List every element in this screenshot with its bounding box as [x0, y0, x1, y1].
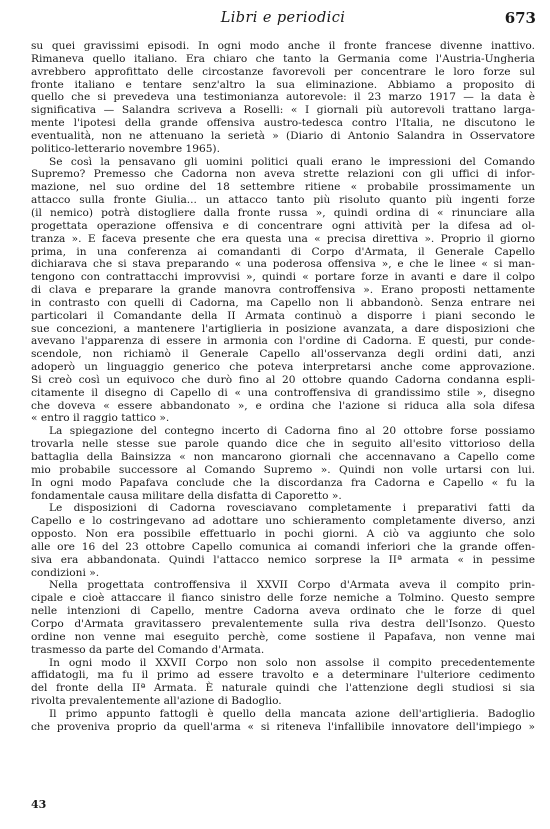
footer-page-number: 43 — [31, 798, 47, 811]
text-line: tranza ». E faceva presente che era questa una « precisa direttiva ». Proprio il giorno — [31, 232, 535, 245]
text-line: opposto. Non era possibile effettuarlo in pochi giorni. A ciò va aggiunto che solo — [31, 528, 535, 541]
text-line: avevano l'apparenza di essere in armonia con l'ordine di Cadorna. E questi, pur conde- — [31, 335, 535, 348]
text-line: Nella progettata controffensiva il XXVII Corpo d'Armata aveva il compito prin- — [49, 579, 535, 592]
running-title: Libri e periodici — [220, 10, 346, 26]
text-line: che proveniva proprio da quell'arma « si riteneva l'infallibile innovatore dell'impiego » — [31, 720, 535, 733]
text-line: politico-letterario novembre 1965). — [31, 142, 220, 155]
text-line: Le disposizioni di Cadorna rovesciavano completamente i preparativi fatti da — [49, 502, 535, 515]
text-line: mazione, nel suo ordine del 18 settembre ritiene « probabile prossimamente un — [31, 181, 535, 194]
text-line: scendole, non richiamò il Generale Capello all'osservanza degli ordini dati, anzi — [31, 348, 535, 361]
text-line: in contrasto con quelli di Cadorna, ma Capello non li abbandonò. Senza entrare nei — [31, 296, 535, 309]
text-line: avrebbero approfittato delle circostanze favorevoli per concentrare le loro forze sul — [31, 65, 535, 78]
text-line: battaglia della Bainsizza « non mancarono giornali che accennavano a Capello come — [31, 451, 535, 463]
text-line: Il primo appunto fattogli è quello della mancata azione dell'artiglieria. Badoglio — [49, 707, 535, 720]
text-line: mio probabile successore al Comando Supremo ». Quindi non volle urtarsi con lui. — [31, 463, 535, 476]
text-line: In ogni modo il XXVII Corpo non solo non assolse il compito precedentemente — [49, 656, 535, 669]
text-line: prima, in una conferenza ai comandanti di Corpo d'Armata, il Generale Capello — [31, 245, 535, 258]
text-line: eventualità, non ne attenuano la serietà » (Diario di Antonio Salandra in Osservatore — [31, 129, 535, 142]
text-line: attacco sulla fronte Giulia... un attacco tanto più risoluto quanto più ingenti forze — [31, 194, 535, 207]
text-line: siva era abbandonata. Quindi l'attacco nemico sorprese la IIª armata « in pessime — [31, 553, 535, 566]
text-line: trovarla nelle stesse sue parole quando dice che in seguito all'esito vittorioso della — [31, 438, 535, 451]
text-line: citamente il disegno di Capello di « una controffensiva di grandissimo stile », disegno — [31, 386, 535, 399]
text-line: mente l'ipotesi della grande offensiva austro-tedesca contro l'Italia, ne discutono le — [31, 117, 535, 130]
text-line: che doveva « essere abbandonato », e ordina che l'azione si riduca alla sola difesa — [31, 399, 535, 412]
text-line: del fronte della IIª Armata. È naturale quindi che l'attenzione degli studiosi si sia — [31, 682, 535, 695]
text-line: alle ore 16 del 23 ottobre Capello comunica ai comandi inferiori che la grande offen- — [31, 540, 535, 553]
text-line: Capello e lo costringevano ad adottare uno schieramento completamente diverso, anzi — [31, 515, 535, 528]
text-line: (il nemico) potrà distogliere dalla fronte russa », quindi ordina di « rinunciare alla — [31, 206, 535, 219]
text-line: tengono con contrattacchi improvvisi », quindi « portare forze in avanti e dare il colpo — [31, 271, 535, 284]
text-line: Si creò così un equivoco che durò fino al 20 ottobre quando Cadorna condanna espli- — [31, 373, 535, 386]
text-line: sue concezioni, a mantenere l'artiglieria in posizione avanzata, a dare disposizioni che — [31, 322, 535, 335]
text-line: Corpo d'Armata gravitassero prevalentemente sulla riva destra dell'Isonzo. Questo — [31, 617, 535, 630]
text-line: condizioni ». — [31, 566, 100, 579]
text-line: quello che si prevedeva una testimonianza autorevole: il 23 marzo 1917 — la data è — [31, 91, 535, 104]
body-text — [31, 40, 535, 734]
text-line: fronte italiano e tentare senz'altro la sua eliminazione. Abbiamo a proposito di — [31, 78, 535, 91]
text-line: « entro il raggio tattico ». — [31, 412, 170, 425]
text-line: significativa — Salandra scriveva a Roselli: « I giornali più autorevoli trattano larga- — [31, 104, 535, 117]
text-line: di clava e preparare la grande manovra controffensiva ». Erano proposti nettamente — [31, 284, 535, 297]
text-line: fondamentale causa militare della disfatta di Caporetto ». — [31, 489, 342, 502]
text-line: adoperò un linguaggio generico che poteva interpretarsi anche come approvazione. — [31, 361, 535, 374]
text-line: su quei gravissimi episodi. In ogni modo anche il fronte francese divenne inattivo. — [31, 40, 535, 52]
page-number: 673 — [504, 9, 536, 27]
text-line: ordine non venne mai eseguito perchè, come sostiene il Papafava, non venne mai — [31, 630, 535, 643]
text-line: Se così la pensavano gli uomini politici quali erano le impressioni del Comando — [49, 155, 535, 168]
text-line: In ogni modo Papafava conclude che la discordanza fra Cadorna e Capello « fu la — [31, 476, 535, 489]
text-line: particolari il Comandante della II Armata continuò a disporre i piani secondo le — [31, 309, 535, 322]
text-line: affidatogli, ma fu il primo ad essere travolto e a determinare l'ulteriore cedimento — [31, 669, 535, 682]
text-line: rivolta prevalentemente all'azione di Badoglio. — [31, 695, 282, 708]
text-line: cipale e cioè attaccare il fianco sinistro delle forze nemiche a Tolmino. Questo sempre — [31, 592, 535, 605]
text-line: dichiarava che si stava preparando « una poderosa offensiva », e che le linee « si man- — [31, 258, 535, 271]
text-line: progettata operazione offensiva e di concentrare ogni attività per la difesa ad ol- — [31, 219, 535, 232]
text-line: Supremo? Premesso che Cadorna non aveva strette relazioni con gli uffici di infor- — [31, 168, 535, 181]
running-header — [30, 10, 536, 30]
text-line: Rimaneva quello italiano. Era chiaro che tanto la Germania come l'Austria-Ungheria — [31, 52, 535, 65]
text-line: trasmesso da parte del Comando d'Armata. — [31, 643, 265, 656]
text-line: La spiegazione del contegno incerto di Cadorna fino al 20 ottobre forse possiamo — [49, 425, 535, 438]
text-line: nelle intenzioni di Capello, mentre Cadorna aveva ordinato che le forze di quel — [31, 605, 535, 618]
